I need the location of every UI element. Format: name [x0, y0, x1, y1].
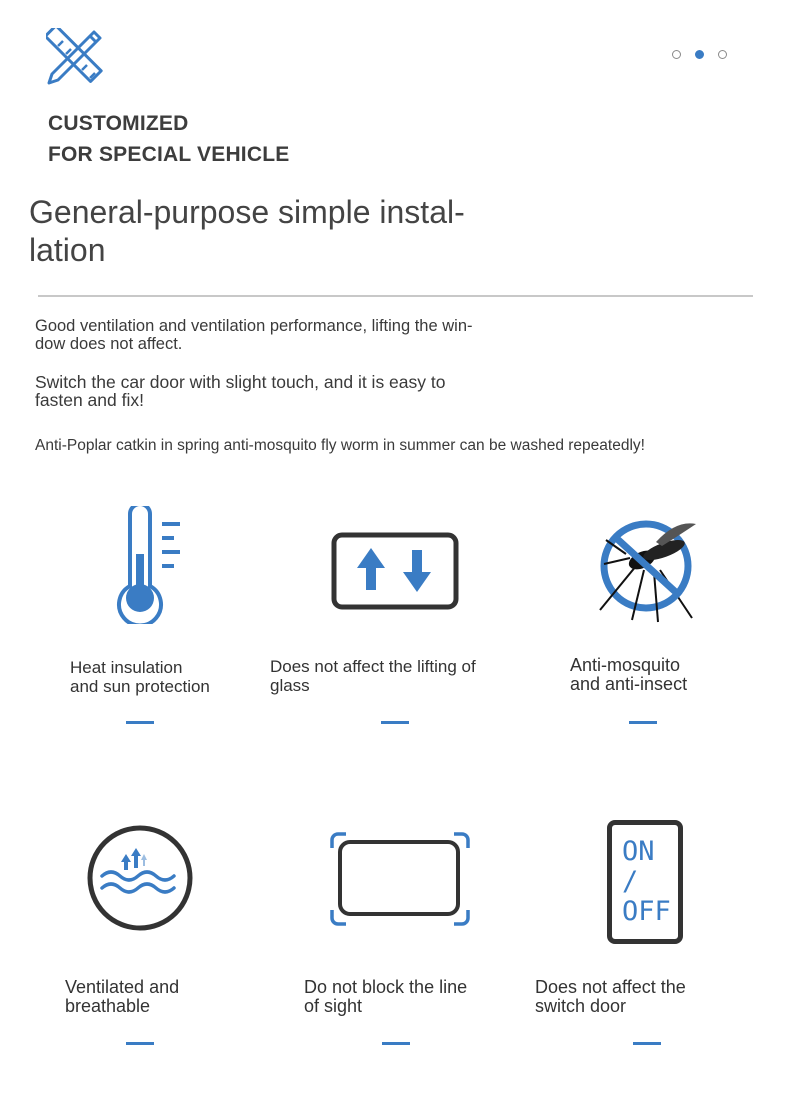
switch-off-label: OFF: [622, 896, 671, 927]
on-off-switch-icon: [607, 820, 683, 944]
paragraph-line: Good ventilation and ventilation performance, lifting the win-: [35, 317, 473, 335]
feature-label-line: Do not block the line: [304, 977, 468, 997]
feature-label-switch-door: [535, 978, 785, 1016]
brand-line-2: FOR SPECIAL VEHICLE: [48, 143, 290, 166]
feature-dash: [382, 1042, 410, 1045]
thermometer-icon: [112, 506, 184, 624]
feature-label-line: Does not affect the: [535, 977, 686, 997]
feature-dash: [126, 1042, 154, 1045]
divider: [38, 295, 753, 297]
seasonal-paragraph: Anti-Poplar catkin in spring anti-mosquito fly worm in summer can be washed repeatedly!: [35, 437, 645, 454]
door-switch-paragraph: [35, 373, 535, 409]
feature-label-sight: [304, 978, 554, 1016]
feature-label-line: glass: [270, 676, 310, 695]
feature-label-line: of sight: [304, 996, 363, 1016]
switch-slash: /: [622, 866, 639, 897]
feature-dash: [633, 1042, 661, 1045]
brand-line-1: CUSTOMIZED: [48, 112, 189, 135]
feature-label-line: and anti-insect: [570, 674, 688, 694]
pagination-dot-2[interactable]: [695, 50, 704, 59]
switch-on-label: ON: [622, 836, 655, 867]
view-frame-icon: [328, 830, 472, 928]
pagination-dots: [672, 50, 742, 64]
feature-label-line: Anti-mosquito: [570, 655, 681, 675]
ventilation-icon: [86, 824, 194, 932]
ruler-pencil-logo-icon: [46, 28, 104, 86]
no-mosquito-icon: [596, 514, 700, 626]
paragraph-line: fasten and fix!: [35, 390, 144, 410]
feature-label-line: Does not affect the lifting of: [270, 657, 476, 676]
feature-dash: [629, 721, 657, 724]
paragraph-line: Switch the car door with slight touch, and it is easy to: [35, 372, 446, 392]
feature-label-line: switch door: [535, 996, 627, 1016]
brand-heading: [48, 108, 289, 170]
feature-dash: [126, 721, 154, 724]
feature-label-line: Ventilated and: [65, 977, 180, 997]
page-title: [29, 193, 529, 269]
feature-label-ventilated: [65, 978, 315, 1016]
ventilation-paragraph: [35, 317, 535, 353]
feature-label-glass: [270, 657, 520, 695]
feature-label-line: and sun protection: [70, 677, 210, 696]
paragraph-line: dow does not affect.: [35, 335, 183, 353]
pagination-dot-1[interactable]: [672, 50, 681, 59]
feature-label-mosquito: [570, 656, 790, 694]
window-lift-icon: [331, 532, 459, 610]
feature-label-line: breathable: [65, 996, 151, 1016]
page-title-line-1: General-purpose simple instal-: [29, 194, 465, 230]
pagination-dot-3[interactable]: [718, 50, 727, 59]
feature-label-line: Heat insulation: [70, 658, 183, 677]
page-title-line-2: lation: [29, 232, 106, 268]
feature-dash: [381, 721, 409, 724]
